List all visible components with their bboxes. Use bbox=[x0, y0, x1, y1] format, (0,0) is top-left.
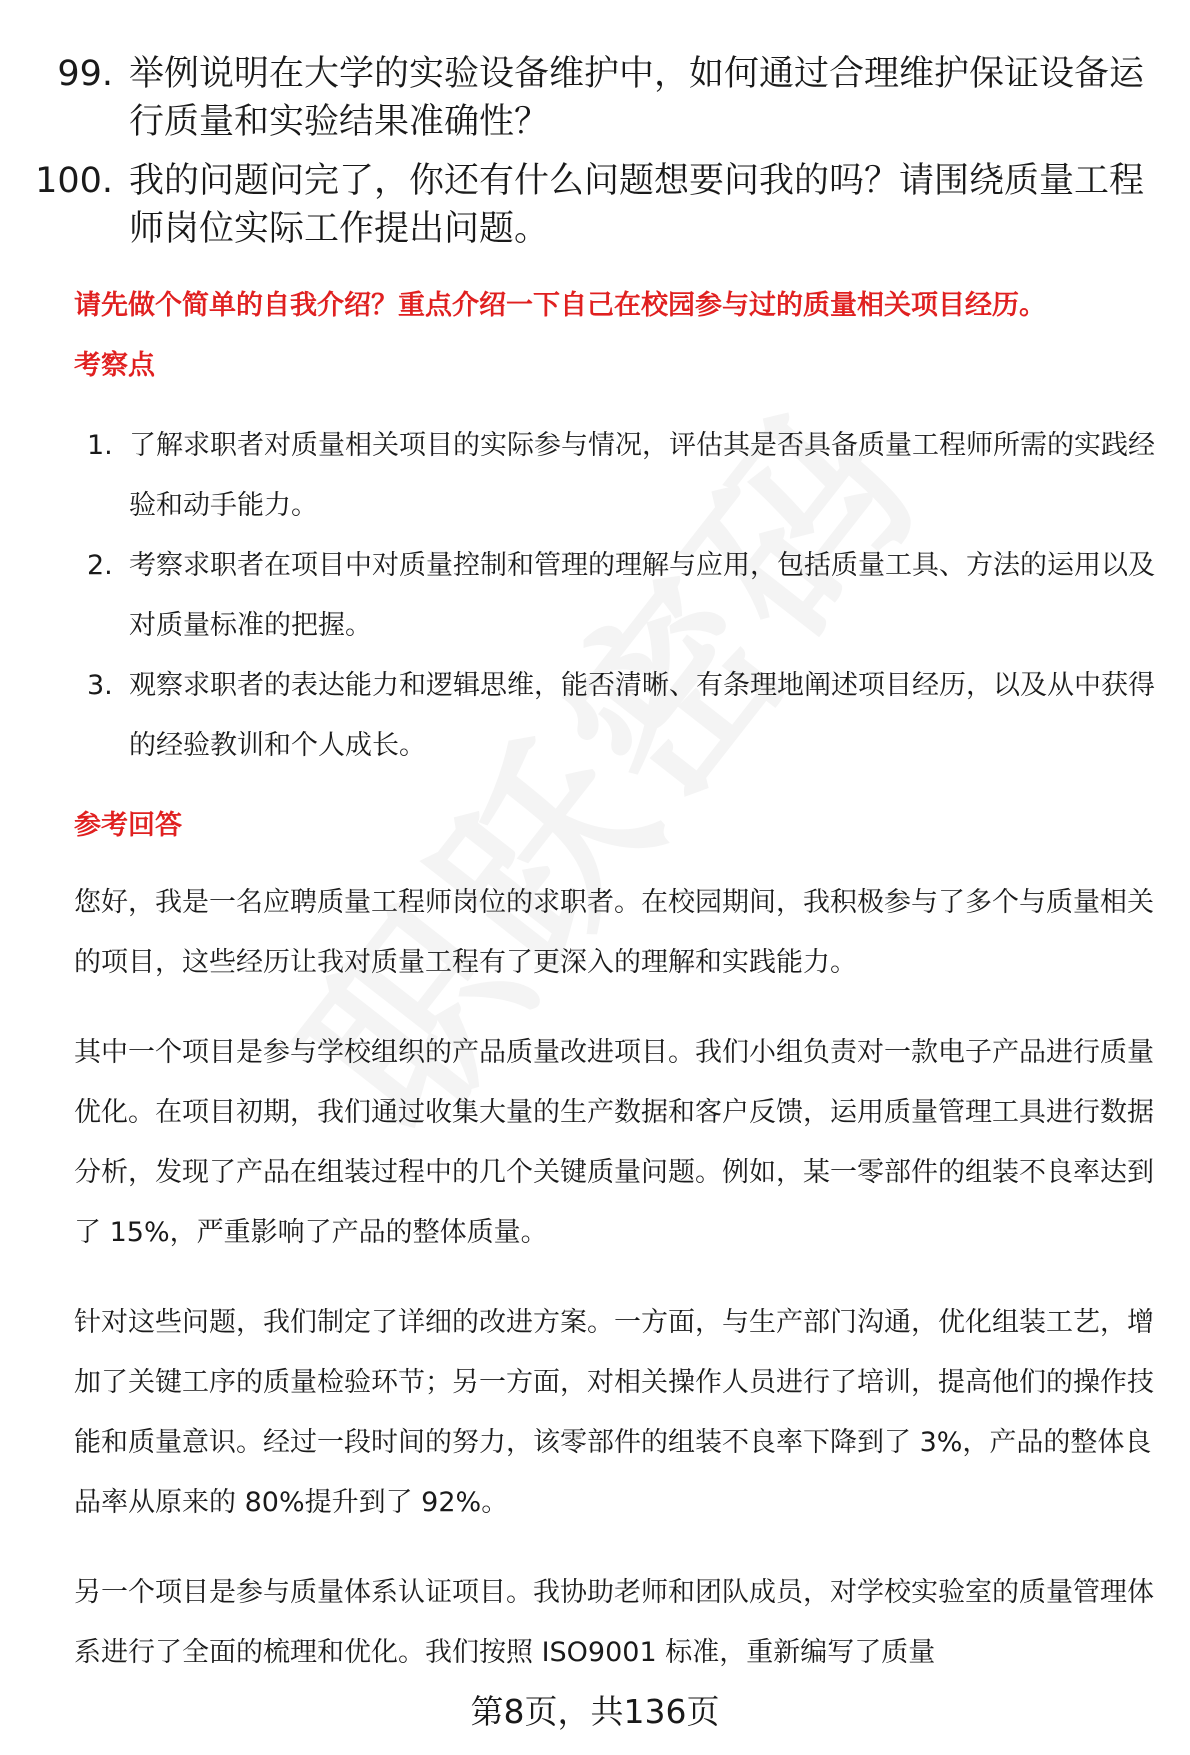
page-footer: 第8页，共136页 bbox=[470, 1692, 720, 1731]
question-99 bbox=[57, 50, 1159, 146]
current-question-heading: 请先做个简单的自我介绍？重点介绍一下自己在校园参与过的质量相关项目经历。 bbox=[74, 290, 1046, 321]
item-number: 3. bbox=[87, 670, 113, 701]
item-text: 了解求职者对质量相关项目的实际参与情况，评估其是否具备质量工程师所需的实践经验和动手能力。 bbox=[129, 430, 1155, 521]
question-number: 99. bbox=[57, 54, 113, 94]
answer-paragraph-3: 针对这些问题，我们制定了详细的改进方案。一方面，与生产部门沟通，优化组装工艺，增加了关键工序的质量检验环节；另一方面，对相关操作人员进行了培训，提高他们的操作技能和质量意识。经过一段时间的努力，该零部件的组装不良率下降到了 3%，产品的整体良品率从原来的 80%提升到了 92%。 bbox=[74, 1307, 1154, 1518]
question-text: 我的问题问完了，你还有什么问题想要问我的吗？请围绕质量工程师岗位实际工作提出问题。 bbox=[129, 161, 1145, 249]
answer-paragraph-2: 其中一个项目是参与学校组织的产品质量改进项目。我们小组负责对一款电子产品进行质量优化。在项目初期，我们通过收集大量的生产数据和客户反馈，运用质量管理工具进行数据分析，发现了产品在组装过程中的几个关键质量问题。例如，某一零部件的组装不良率达到了 15%，严重影响了产品的整体质量。 bbox=[74, 1037, 1154, 1248]
question-100 bbox=[35, 157, 1159, 253]
focus-item-1 bbox=[87, 416, 1159, 536]
question-text: 举例说明在大学的实验设备维护中，如何通过合理维护保证设备运行质量和实验结果准确性？ bbox=[129, 54, 1145, 142]
focus-item-3 bbox=[87, 656, 1159, 776]
item-text: 观察求职者的表达能力和逻辑思维，能否清晰、有条理地阐述项目经历，以及从中获得的经验教训和个人成长。 bbox=[129, 670, 1155, 761]
focus-section-title: 考察点 bbox=[74, 350, 155, 381]
question-number: 100. bbox=[35, 161, 113, 201]
item-number: 1. bbox=[87, 430, 113, 461]
item-number: 2. bbox=[87, 550, 113, 581]
answer-section-title: 参考回答 bbox=[74, 810, 182, 841]
item-text: 考察求职者在项目中对质量控制和管理的理解与应用，包括质量工具、方法的运用以及对质量标准的把握。 bbox=[129, 550, 1155, 641]
answer-paragraph-4: 另一个项目是参与质量体系认证项目。我协助老师和团队成员，对学校实验室的质量管理体系进行了全面的梳理和优化。我们按照 ISO9001 标准，重新编写了质量 bbox=[74, 1577, 1154, 1668]
focus-item-2 bbox=[87, 536, 1159, 656]
answer-paragraph-1: 您好，我是一名应聘质量工程师岗位的求职者。在校园期间，我积极参与了多个与质量相关的项目，这些经历让我对质量工程有了更深入的理解和实践能力。 bbox=[74, 887, 1154, 978]
